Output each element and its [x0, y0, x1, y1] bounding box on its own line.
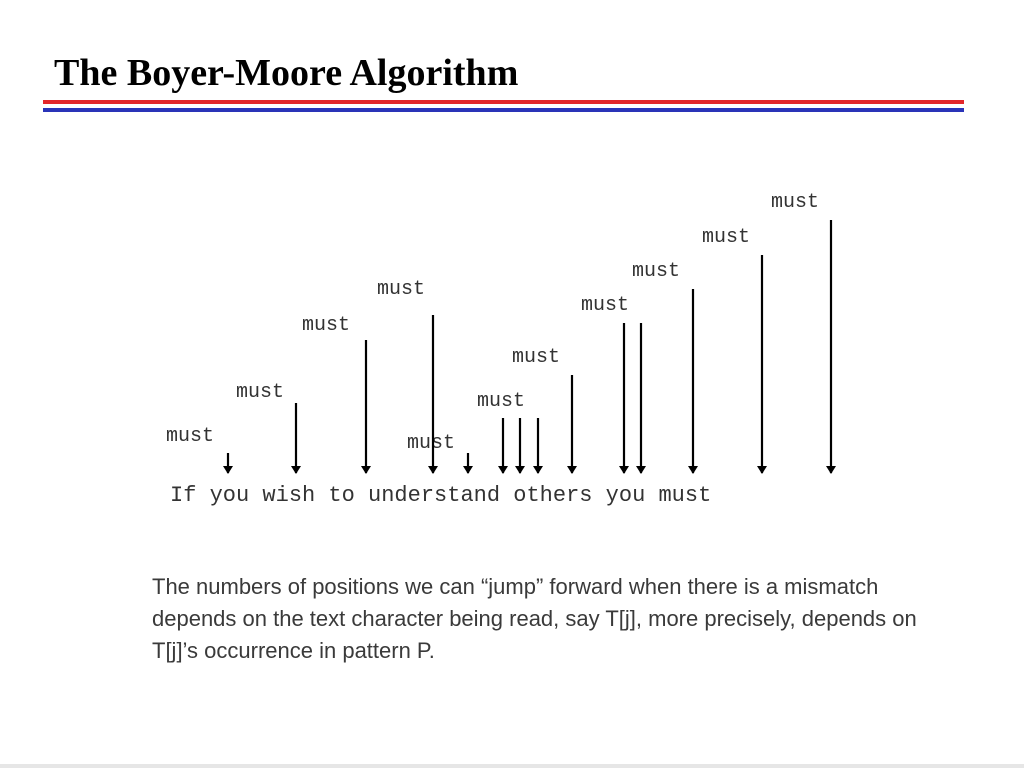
slide-title: The Boyer-Moore Algorithm — [54, 52, 519, 94]
explanation-text: The numbers of positions we can “jump” forward when there is a mismatch depends on the text character being read, say T[j], more precisely, depends on T[j]’s occurrence in pattern P. — [152, 574, 917, 663]
pattern-label: must — [771, 191, 820, 214]
footer-bar — [0, 764, 1024, 768]
pattern-label: must — [632, 260, 681, 283]
pattern-label: must — [407, 432, 456, 455]
text-string: If you wish to understand others you must — [170, 483, 712, 508]
pattern-label: must — [377, 278, 426, 301]
pattern-label: must — [477, 390, 526, 413]
pattern-label: must — [302, 314, 351, 337]
pattern-label: must — [512, 346, 561, 369]
pattern-label: must — [236, 381, 285, 404]
pattern-label: must — [166, 425, 215, 448]
pattern-label: must — [581, 294, 630, 317]
pattern-label: must — [702, 226, 751, 249]
